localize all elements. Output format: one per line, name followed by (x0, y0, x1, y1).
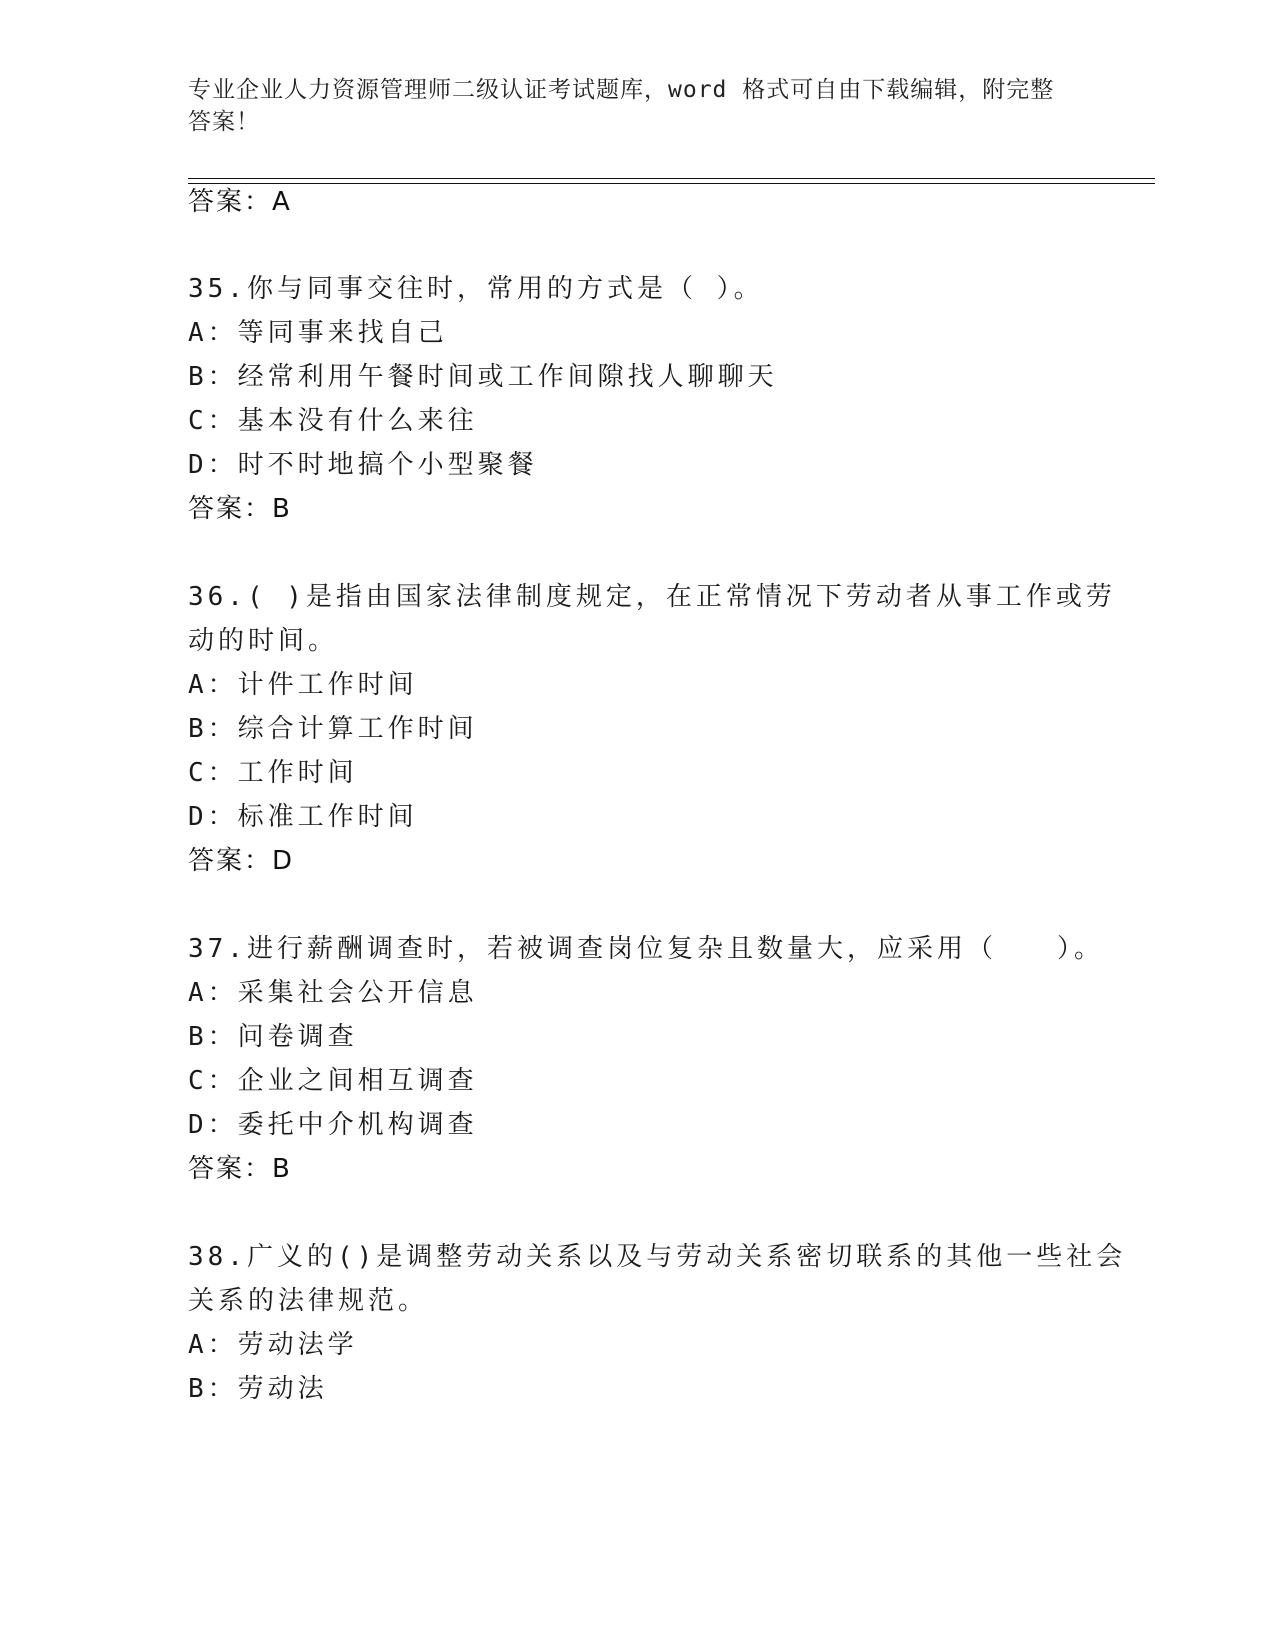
header-rule-top (188, 178, 1155, 179)
option-line: B：综合计算工作时间 (188, 714, 478, 744)
question-stem: 37.进行薪酬调查时，若被调查岗位复杂且数量大，应采用（ ）。 (188, 934, 1104, 964)
answer-line: 答案：B (188, 494, 292, 524)
option-line: D：标准工作时间 (188, 802, 418, 832)
option-line: B：问卷调查 (188, 1022, 358, 1052)
option-line: A：劳动法学 (188, 1330, 358, 1360)
question-stem: 38.广义的()是调整劳动关系以及与劳动关系密切联系的其他一些社会 (188, 1242, 1127, 1272)
question-stem: 动的时间。 (188, 626, 339, 656)
option-line: A：采集社会公开信息 (188, 978, 478, 1008)
question-stem: 35.你与同事交往时，常用的方式是（ ）。 (188, 274, 764, 304)
option-line: B：经常利用午餐时间或工作间隙找人聊聊天 (188, 362, 778, 392)
answer-line: 答案：B (188, 1154, 292, 1184)
question-stem: 36.( )是指由国家法律制度规定，在正常情况下劳动者从事工作或劳 (188, 582, 1116, 612)
option-line: A：计件工作时间 (188, 670, 418, 700)
option-line: C：企业之间相互调查 (188, 1066, 478, 1096)
option-line: D：时不时地搞个小型聚餐 (188, 450, 538, 480)
answer-line: 答案：A (188, 187, 292, 217)
document-header (188, 74, 1068, 138)
answer-line: 答案：D (188, 846, 295, 876)
question-stem: 关系的法律规范。 (188, 1286, 429, 1316)
option-line: C：工作时间 (188, 758, 358, 788)
header-line-1: 专业企业人力资源管理师二级认证考试题库，word 格式可自由下载编辑，附完整 (188, 77, 1055, 103)
option-line: B：劳动法 (188, 1374, 328, 1404)
header-line-2: 答案！ (188, 109, 260, 135)
header-rule-bottom (188, 183, 1155, 184)
option-line: A：等同事来找自己 (188, 318, 448, 348)
option-line: C：基本没有什么来往 (188, 406, 478, 436)
option-line: D：委托中介机构调查 (188, 1110, 478, 1140)
